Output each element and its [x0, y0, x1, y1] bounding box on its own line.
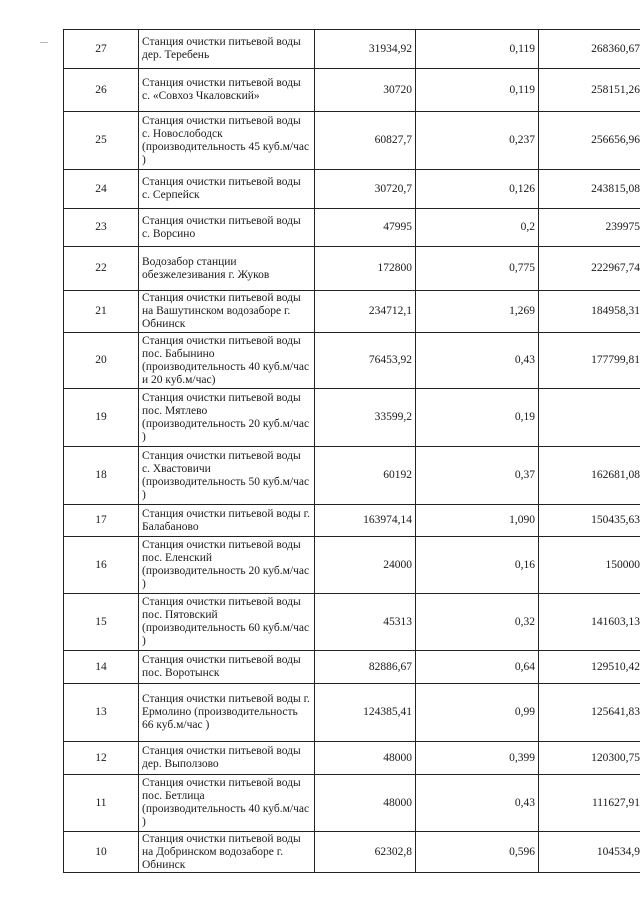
table-row	[64, 209, 640, 247]
station-name: Станция очистки питьевой воды с. Ворсино	[139, 209, 315, 247]
row-number: 21	[64, 291, 139, 333]
row-number: 25	[64, 112, 139, 170]
table-row	[64, 170, 640, 209]
station-name: Водозабор станции обезжелезивания г. Жуков	[139, 247, 315, 291]
capacity-value: 47995	[315, 209, 416, 247]
coefficient-value: 0,596	[416, 832, 539, 873]
capacity-value: 24000	[315, 537, 416, 594]
stations-table-body	[64, 30, 640, 873]
row-number: 17	[64, 505, 139, 537]
cost-value: 129510,42	[539, 651, 640, 684]
coefficient-value: 1,090	[416, 505, 539, 537]
station-name: Станция очистки питьевой воды с. Серпейск	[139, 170, 315, 209]
row-number: 19	[64, 389, 139, 447]
station-name: Станция очистки питьевой воды пос. Бетлица (производительность 40 куб.м/час )	[139, 775, 315, 832]
capacity-value: 48000	[315, 775, 416, 832]
cost-value: 258151,26	[539, 69, 640, 112]
coefficient-value: 0,99	[416, 684, 539, 742]
row-number: 13	[64, 684, 139, 742]
capacity-value: 163974,14	[315, 505, 416, 537]
table-row	[64, 832, 640, 873]
capacity-value: 48000	[315, 742, 416, 775]
cost-value: 184958,31	[539, 291, 640, 333]
capacity-value: 172800	[315, 247, 416, 291]
station-name: Станция очистки питьевой воды на Добринском водозаборе г. Обнинск	[139, 832, 315, 873]
row-number: 16	[64, 537, 139, 594]
row-number: 20	[64, 333, 139, 389]
capacity-value: 30720,7	[315, 170, 416, 209]
station-name: Станция очистки питьевой воды дер. Теребень	[139, 30, 315, 69]
capacity-value: 62302,8	[315, 832, 416, 873]
margin-mark	[40, 42, 48, 43]
coefficient-value: 0,399	[416, 742, 539, 775]
table-row	[64, 291, 640, 333]
cost-value: 268360,67	[539, 30, 640, 69]
row-number: 27	[64, 30, 139, 69]
cost-value: 150435,63	[539, 505, 640, 537]
row-number: 26	[64, 69, 139, 112]
capacity-value: 45313	[315, 594, 416, 651]
cost-value: 120300,75	[539, 742, 640, 775]
table-row	[64, 247, 640, 291]
capacity-value: 124385,41	[315, 684, 416, 742]
stations-table	[63, 29, 640, 873]
capacity-value: 76453,92	[315, 333, 416, 389]
row-number: 14	[64, 651, 139, 684]
cost-value: 125641,83	[539, 684, 640, 742]
row-number: 22	[64, 247, 139, 291]
table-row	[64, 594, 640, 651]
coefficient-value: 0,19	[416, 389, 539, 447]
row-number: 18	[64, 447, 139, 505]
row-number: 24	[64, 170, 139, 209]
coefficient-value: 0,64	[416, 651, 539, 684]
table-row	[64, 684, 640, 742]
cost-value: 239975	[539, 209, 640, 247]
coefficient-value: 0,43	[416, 775, 539, 832]
table-row	[64, 112, 640, 170]
capacity-value: 60827,7	[315, 112, 416, 170]
row-number: 23	[64, 209, 139, 247]
station-name: Станция очистки питьевой воды с. «Совхоз Чкаловский»	[139, 69, 315, 112]
row-number: 10	[64, 832, 139, 873]
capacity-value: 234712,1	[315, 291, 416, 333]
station-name: Станция очистки питьевой воды с. Хвастовичи (производительность 50 куб.м/час )	[139, 447, 315, 505]
cost-value: 256656,96	[539, 112, 640, 170]
table-row	[64, 775, 640, 832]
row-number: 15	[64, 594, 139, 651]
coefficient-value: 0,32	[416, 594, 539, 651]
table-row	[64, 30, 640, 69]
coefficient-value: 0,2	[416, 209, 539, 247]
cost-value: 243815,08	[539, 170, 640, 209]
cost-value: 150000	[539, 537, 640, 594]
cost-value: 177799,81	[539, 333, 640, 389]
table-row	[64, 69, 640, 112]
station-name: Станция очистки питьевой воды дер. Выползово	[139, 742, 315, 775]
station-name: Станция очистки питьевой воды г. Балабаново	[139, 505, 315, 537]
table-row	[64, 333, 640, 389]
cost-value: 111627,91	[539, 775, 640, 832]
table-row	[64, 447, 640, 505]
station-name: Станция очистки питьевой воды пос. Воротынск	[139, 651, 315, 684]
capacity-value: 30720	[315, 69, 416, 112]
station-name: Станция очистки питьевой воды на Вашутинском водозаборе г. Обнинск	[139, 291, 315, 333]
capacity-value: 33599,2	[315, 389, 416, 447]
coefficient-value: 0,119	[416, 30, 539, 69]
row-number: 11	[64, 775, 139, 832]
station-name: Станция очистки питьевой воды пос. Пятовский (производительность 60 куб.м/час )	[139, 594, 315, 651]
coefficient-value: 0,237	[416, 112, 539, 170]
coefficient-value: 0,43	[416, 333, 539, 389]
table-row	[64, 389, 640, 447]
coefficient-value: 0,16	[416, 537, 539, 594]
cost-value: 162681,08	[539, 447, 640, 505]
capacity-value: 60192	[315, 447, 416, 505]
table-row	[64, 537, 640, 594]
coefficient-value: 0,775	[416, 247, 539, 291]
coefficient-value: 0,126	[416, 170, 539, 209]
station-name: Станция очистки питьевой воды пос. Еленский (производительность 20 куб.м/час )	[139, 537, 315, 594]
capacity-value: 31934,92	[315, 30, 416, 69]
row-number: 12	[64, 742, 139, 775]
station-name: Станция очистки питьевой воды г. Ермолино (производительность 66 куб.м/час )	[139, 684, 315, 742]
cost-value: 222967,74	[539, 247, 640, 291]
cost-value	[539, 389, 640, 447]
coefficient-value: 1,269	[416, 291, 539, 333]
station-name: Станция очистки питьевой воды пос. Мятлево (производительность 20 куб.м/час )	[139, 389, 315, 447]
capacity-value: 82886,67	[315, 651, 416, 684]
station-name: Станция очистки питьевой воды с. Новослободск (производительность 45 куб.м/час )	[139, 112, 315, 170]
station-name: Станция очистки питьевой воды пос. Бабынино (производительность 40 куб.м/час и 20 куб.м/час)	[139, 333, 315, 389]
cost-value: 104534,9	[539, 832, 640, 873]
coefficient-value: 0,37	[416, 447, 539, 505]
coefficient-value: 0,119	[416, 69, 539, 112]
cost-value: 141603,13	[539, 594, 640, 651]
table-row	[64, 742, 640, 775]
table-row	[64, 505, 640, 537]
table-row	[64, 651, 640, 684]
